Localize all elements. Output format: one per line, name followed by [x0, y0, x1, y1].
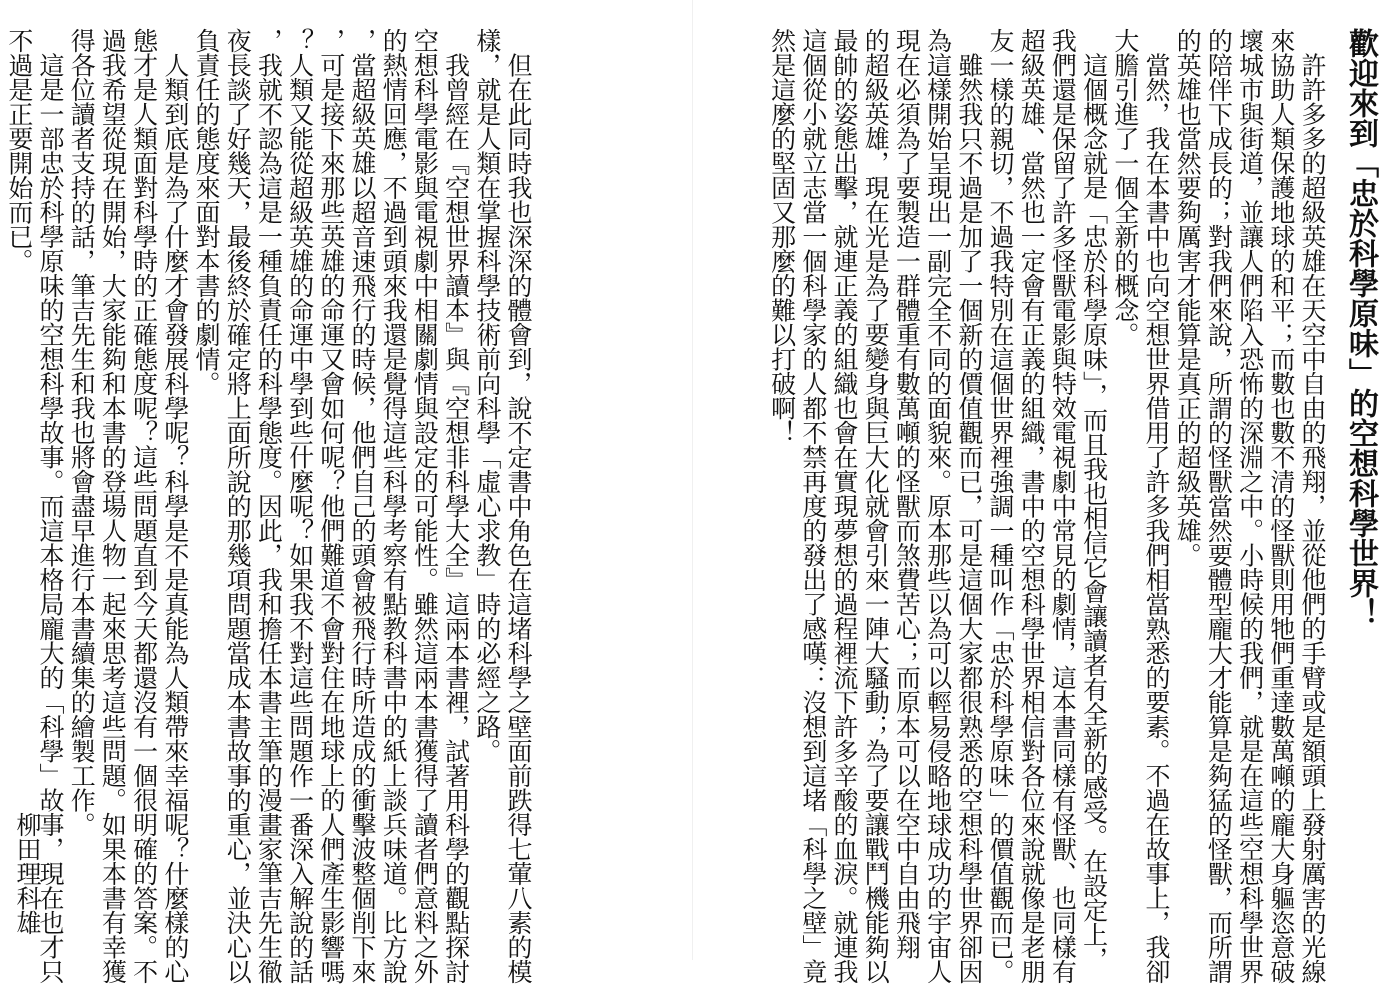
text-column: 最帥的姿態出擊，就連正義的組織也會在實現夢想的過程裡流下許多辛酸的血淚。就連我 — [830, 28, 859, 984]
chapter-title: 歡迎來到「忠於科學原味」的空想科學世界！ — [1343, 28, 1378, 628]
text-column: 超級英雄、當然也一定會有正義的組織，書中的空想科學世界相信對各位來說就像是老朋 — [1017, 28, 1047, 984]
text-column: 我曾經在『空想世界讀本』與『空想非科學大全』這兩本書裡，試著用科學的觀點探討 — [441, 28, 471, 984]
text-column: 不過是正要開始而已。 — [4, 28, 34, 273]
text-column: 態才是人類面對科學時的正確態度呢？這些問題直到今天都還沒有一個很明確的答案。不 — [129, 28, 159, 984]
text-column: 的英雄也當然要夠厲害才能算是真正的超級英雄。 — [1173, 28, 1203, 567]
text-column: 雖然我只不過是加了一個新的價值觀而已，可是這個大家都很熟悉的空想科學世界卻因 — [954, 28, 984, 984]
text-column: 過我希望從現在開始，大家能夠和本書的登場人物一起來思考這些問題。如果本書有幸獲 — [98, 28, 128, 984]
text-column: 我們還是保留了許多怪獸電影與特效電視劇中常見的劇情，這本書同樣有怪獸、也同樣有 — [1048, 28, 1078, 984]
text-column: 人類到底是為了什麼才會發展科學呢？科學是不是真能為人類帶來幸福呢？什麼樣的心 — [160, 28, 190, 984]
right-page — [693, 0, 1387, 984]
text-column: 許許多多的超級英雄在天空中自由的飛翔，並從他們的手臂或是額頭上發射厲害的光線 — [1298, 28, 1327, 984]
author-signature: 柳田理科雄 — [13, 812, 42, 935]
text-column: 來協助人類保護地球的和平；而數也數不清的怪獸則用牠們重達數萬噸的龐大身軀恣意破 — [1266, 28, 1296, 984]
text-column: 的熱情回應，不過到頭來我還是覺得這些科學考察有點教科書中的紙上談兵味道。比方說 — [379, 28, 409, 984]
text-column: 這個從小就立志當一個科學家的人都不禁再度的發出了感嘆：沒想到這堵「科學之壁」竟 — [798, 28, 828, 984]
text-column: ，我就不認為這是一種負責任的科學態度。因此，我和擔任本書主筆的漫畫家筆吉先生徹 — [254, 28, 284, 984]
text-column: 當然，我在本書中也向空想世界借用了許多我們相當熟悉的要素。不過在故事上，我卻 — [1142, 28, 1171, 984]
text-column: ？人類又能從超級英雄的命運中學到些什麼呢？如果我不對這些問題作一番深入解說的話 — [285, 28, 315, 984]
text-column: 但在此同時我也深深的體會到，說不定書中角色在這堵科學之壁面前跌得七葷八素的模 — [504, 28, 533, 984]
text-column: 然是這麼的堅固又那麼的難以打破啊！ — [767, 28, 797, 445]
left-page — [0, 0, 693, 984]
text-column: 現在必須為了要製造一群體重有數萬噸的怪獸而煞費苦心；而原本可以在空中自由飛翔 — [892, 28, 922, 959]
text-column: ，當超級英雄以超音速飛行的時候，他們自己的頭會被飛行時所造成的衝擊波整個削下來 — [348, 28, 377, 984]
text-column: 樣，就是人類在掌握科學技術前向科學「虛心求教」時的必經之路。 — [472, 28, 502, 763]
text-column: 壞城市與街道，並讓人們陷入恐怖的深淵之中。小時候的我們，就是在這些空想科學世界 — [1235, 28, 1265, 984]
text-column: 這個概念就是「忠於科學原味」，而且我也相信它會讓讀者有全新的感受。在設定上， — [1079, 28, 1109, 971]
text-column: 空想科學電影與電視劇中相關劇情與設定的可能性。雖然這兩本書獲得了讀者們意料之外 — [410, 28, 440, 984]
text-column: 負責任的態度來面對本書的劇情。 — [192, 28, 221, 396]
text-column: ，可是接下來那些英雄的命運又會如何呢？他們難道不會對住在地球上的人們產生影響嗎 — [316, 28, 346, 984]
text-column: 得各位讀者支持的話，筆吉先生和我也將會盡早進行本書續集的繪製工作。 — [67, 28, 97, 837]
text-column: 這是一部忠於科學原味的空想科學故事。而這本格局龐大的「科學」故事，現在也才只 — [36, 28, 65, 984]
text-column: 的陪伴下成長的；對我們來說，所謂的怪獸當然要體型龐大才能算是夠猛的怪獸，而所謂 — [1204, 28, 1234, 984]
text-column: 的超級英雄，現在光是為了要變身與巨大化就會引來一陣大騷動；為了要讓戰鬥機能夠以 — [861, 28, 891, 984]
text-column: 夜長談了好幾天，最後終於確定將上面所說的那幾項問題當成本書故事的重心，並決心以 — [223, 28, 253, 984]
text-column: 大膽引進了一個全新的概念。 — [1110, 28, 1140, 347]
text-column: 友一樣的親切，不過我特別在這個世界裡強調一種叫作「忠於科學原味」的價值觀而已。 — [986, 28, 1015, 984]
text-column: 為這樣開始呈現出一副完全不同的面貌來。原本那些以為可以輕易侵略地球成功的宇宙人 — [923, 28, 953, 984]
